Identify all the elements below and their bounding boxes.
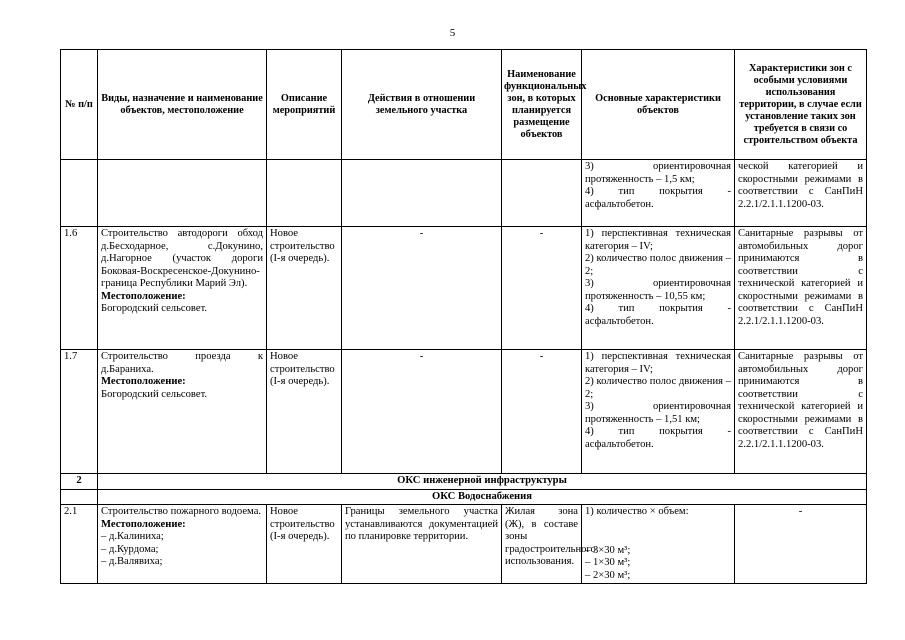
list-item: – д.Курдома; [101,544,263,557]
actions-cell: - [342,227,502,350]
row-number: 1.6 [61,227,98,350]
object-cell: Строительство пожарного водоема. Местоположение: – д.Калиниха; – д.Курдома; – д.Валявиха; [98,505,267,584]
objects-table [60,49,867,584]
characteristics-cell: 3) ориентировочная протяженность – 1,5 км; 4) тип покрытия - асфальтобетон. [582,160,735,227]
header-objects: Виды, назначение и наименование объектов, местоположение [98,50,267,160]
subsection-row [61,489,867,505]
list-item: – д.Валявиха; [101,556,263,569]
row-number: 1.7 [61,350,98,474]
table-header [61,50,867,160]
section-number: 2 [61,474,98,490]
table-row-1-6 [61,227,867,350]
characteristics-cell: 1) перспективная техническая категория – IV; 2) количество полос движения – 2; 3) ориентировочная протяженность – 10,55 км; 4) тип покрытия - асфальтобетон. [582,227,735,350]
description-cell: Новое строительство (I-я очередь). [267,227,342,350]
subsection-title: ОКС Водоснабжения [98,489,867,505]
table-row-1-7 [61,350,867,474]
section-title: ОКС инженерной инфраструктуры [98,474,867,490]
zones-cell: - [735,505,867,584]
object-cell: Строительство проезда к д.Бараниха. Местоположение: Богородский сельсовет. [98,350,267,474]
characteristics-cell: 1) перспективная техническая категория – IV; 2) количество полос движения – 2; 3) ориентировочная протяженность – 1,51 км; 4) тип покрытия - асфальтобетон. [582,350,735,474]
zones-cell: ческой категорией и скоростными режимами в соответствии с СанПиН 2.2.1/2.1.1.1200-03. [735,160,867,227]
table-row-2-1 [61,505,867,584]
characteristics-cell: 1) количество × объем: – 3×30 м³; – 1×30 м³; – 2×30 м³; [582,505,735,584]
func-zones-cell: Жилая зона (Ж), в составе зоны градостроительного использования. [502,505,582,584]
header-description: Описание мероприятий [267,50,342,160]
location-list [101,531,263,569]
func-zones-cell: - [502,350,582,474]
header-characteristics: Основные характеристики объектов [582,50,735,160]
list-item: – д.Калиниха; [101,531,263,544]
row-number: 2.1 [61,505,98,584]
header-actions: Действия в отношении земельного участка [342,50,502,160]
actions-cell: Границы земельного участка устанавливаются документацией по планировке территории. [342,505,502,584]
section-row-2 [61,474,867,490]
description-cell: Новое строительство (I-я очередь). [267,505,342,584]
zones-cell: Санитарные разрывы от автомобильных дорог принимаются в соответствии с технической категорией и скоростными режимами в соответствии с СанПиН 2.2.1/2.1.1.1200-03. [735,227,867,350]
header-num: № п/п [61,50,98,160]
page-number: 5 [449,27,456,39]
func-zones-cell: - [502,227,582,350]
object-cell: Строительство автодороги обход д.Бесходарное, с.Докунино, д.Нагорное (участок дороги Боковая-Воскресенское-Докунино-граница Республики Марий Эл). Местоположение: Богородский сельсовет. [98,227,267,350]
header-func-zones: Наименование функциональных зон, в которых планируется размещение объектов [502,50,582,160]
header-special-zones: Характеристики зон с особыми условиями использования территории, в случае если установление таких зон требуется в связи со строительством объекта [735,50,867,160]
description-cell: Новое строительство (I-я очередь). [267,350,342,474]
zones-cell: Санитарные разрывы от автомобильных дорог принимаются в соответствии с технической категорией и скоростными режимами в соответствии с СанПиН 2.2.1/2.1.1.1200-03. [735,350,867,474]
table-row-continued [61,160,867,227]
actions-cell: - [342,350,502,474]
